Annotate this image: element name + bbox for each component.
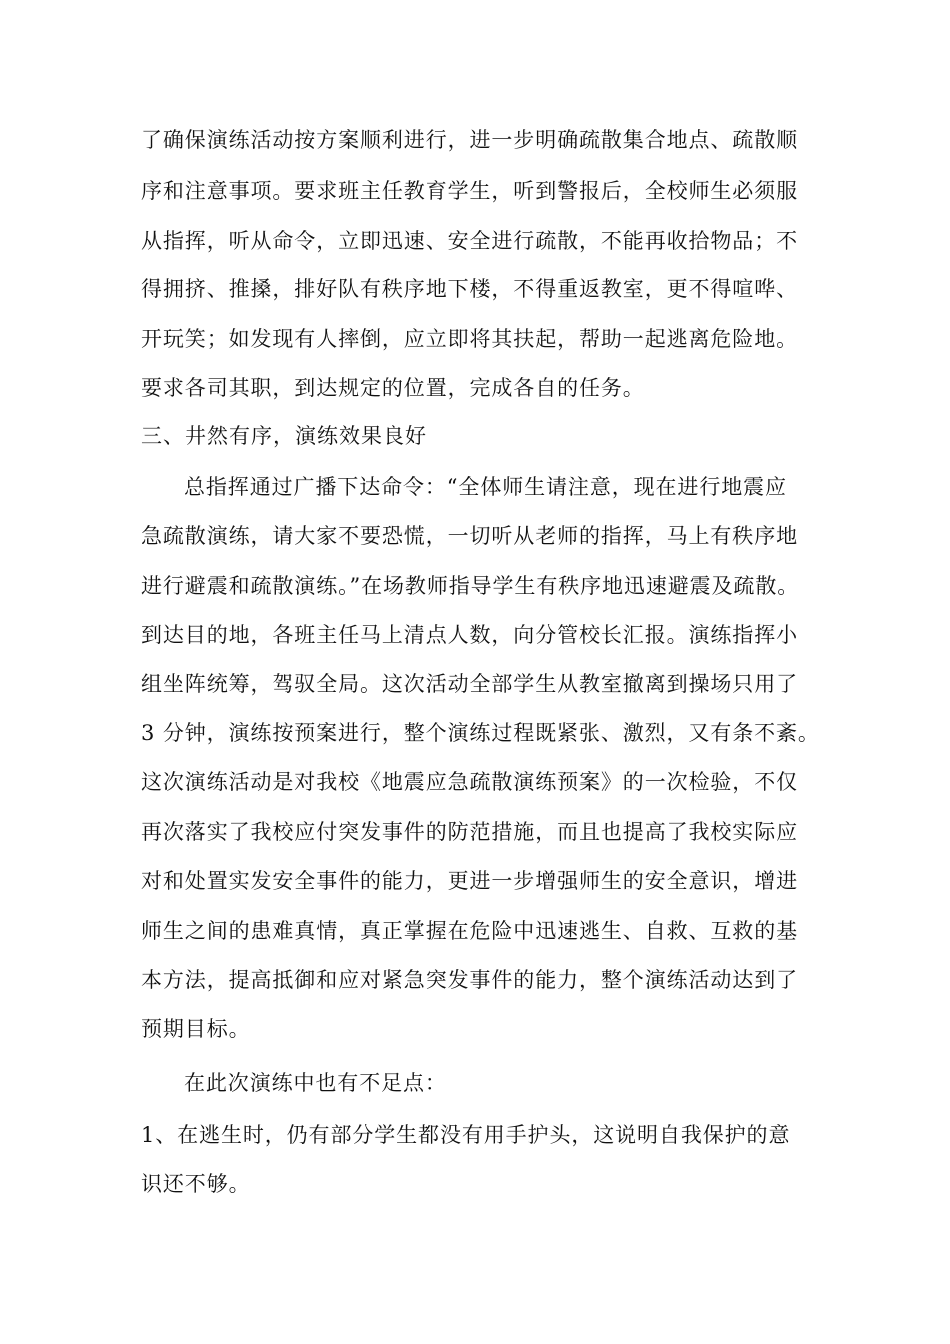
- paragraph-line: 3 分钟，演练按预案进行，整个演练过程既紧张、激烈，又有条不紊。: [141, 721, 820, 745]
- list-item-continuation: 识还不够。: [141, 1172, 251, 1196]
- paragraph-line: 师生之间的患难真情，真正掌握在危险中迅速逃生、自救、互救的基: [141, 919, 798, 943]
- paragraph-line: 在此次演练中也有不足点：: [184, 1071, 447, 1095]
- paragraph-line: 总指挥通过广播下达命令：“全体师生请注意，现在进行地震应: [184, 475, 787, 499]
- paragraph-line: 了确保演练活动按方案顺利进行，进一步明确疏散集合地点、疏散顺: [141, 128, 798, 152]
- paragraph-line: 从指挥，听从命令，立即迅速、安全进行疏散，不能再收拾物品；不: [141, 229, 798, 253]
- paragraph-line: 开玩笑；如发现有人摔倒，应立即将其扶起，帮助一起逃离危险地。: [141, 327, 798, 351]
- paragraph-line: 到达目的地，各班主任马上清点人数，向分管校长汇报。演练指挥小: [141, 623, 798, 647]
- paragraph-line: 再次落实了我校应付突发事件的防范措施，而且也提高了我校实际应: [141, 820, 798, 844]
- paragraph-line: 得拥挤、推搡，排好队有秩序地下楼，不得重返教室，更不得喧哗、: [141, 277, 798, 301]
- paragraph-line: 预期目标。: [141, 1017, 251, 1041]
- paragraph-line: 组坐阵统筹，驾驭全局。这次活动全部学生从教室撤离到操场只用了: [141, 672, 798, 696]
- paragraph-line: 急疏散演练，请大家不要恐慌，一切听从老师的指挥，马上有秩序地: [141, 524, 798, 548]
- paragraph-line: 序和注意事项。要求班主任教育学生，听到警报后，全校师生必须服: [141, 179, 798, 203]
- paragraph-line: 进行避震和疏散演练。”在场教师指导学生有秩序地迅速避震及疏散。: [141, 574, 800, 598]
- paragraph-line: 本方法，提高抵御和应对紧急突发事件的能力，整个演练活动达到了: [141, 968, 798, 992]
- section-heading: 三、井然有序，演练效果良好: [141, 424, 427, 448]
- paragraph-line: 这次演练活动是对我校《地震应急疏散演练预案》的一次检验，不仅: [141, 770, 798, 794]
- list-item: 1、在逃生时，仍有部分学生都没有用手护头，这说明自我保护的意: [141, 1123, 791, 1147]
- paragraph-line: 要求各司其职，到达规定的位置，完成各自的任务。: [141, 376, 645, 400]
- paragraph-line: 对和处置实发安全事件的能力，更进一步增强师生的安全意识，增进: [141, 869, 798, 893]
